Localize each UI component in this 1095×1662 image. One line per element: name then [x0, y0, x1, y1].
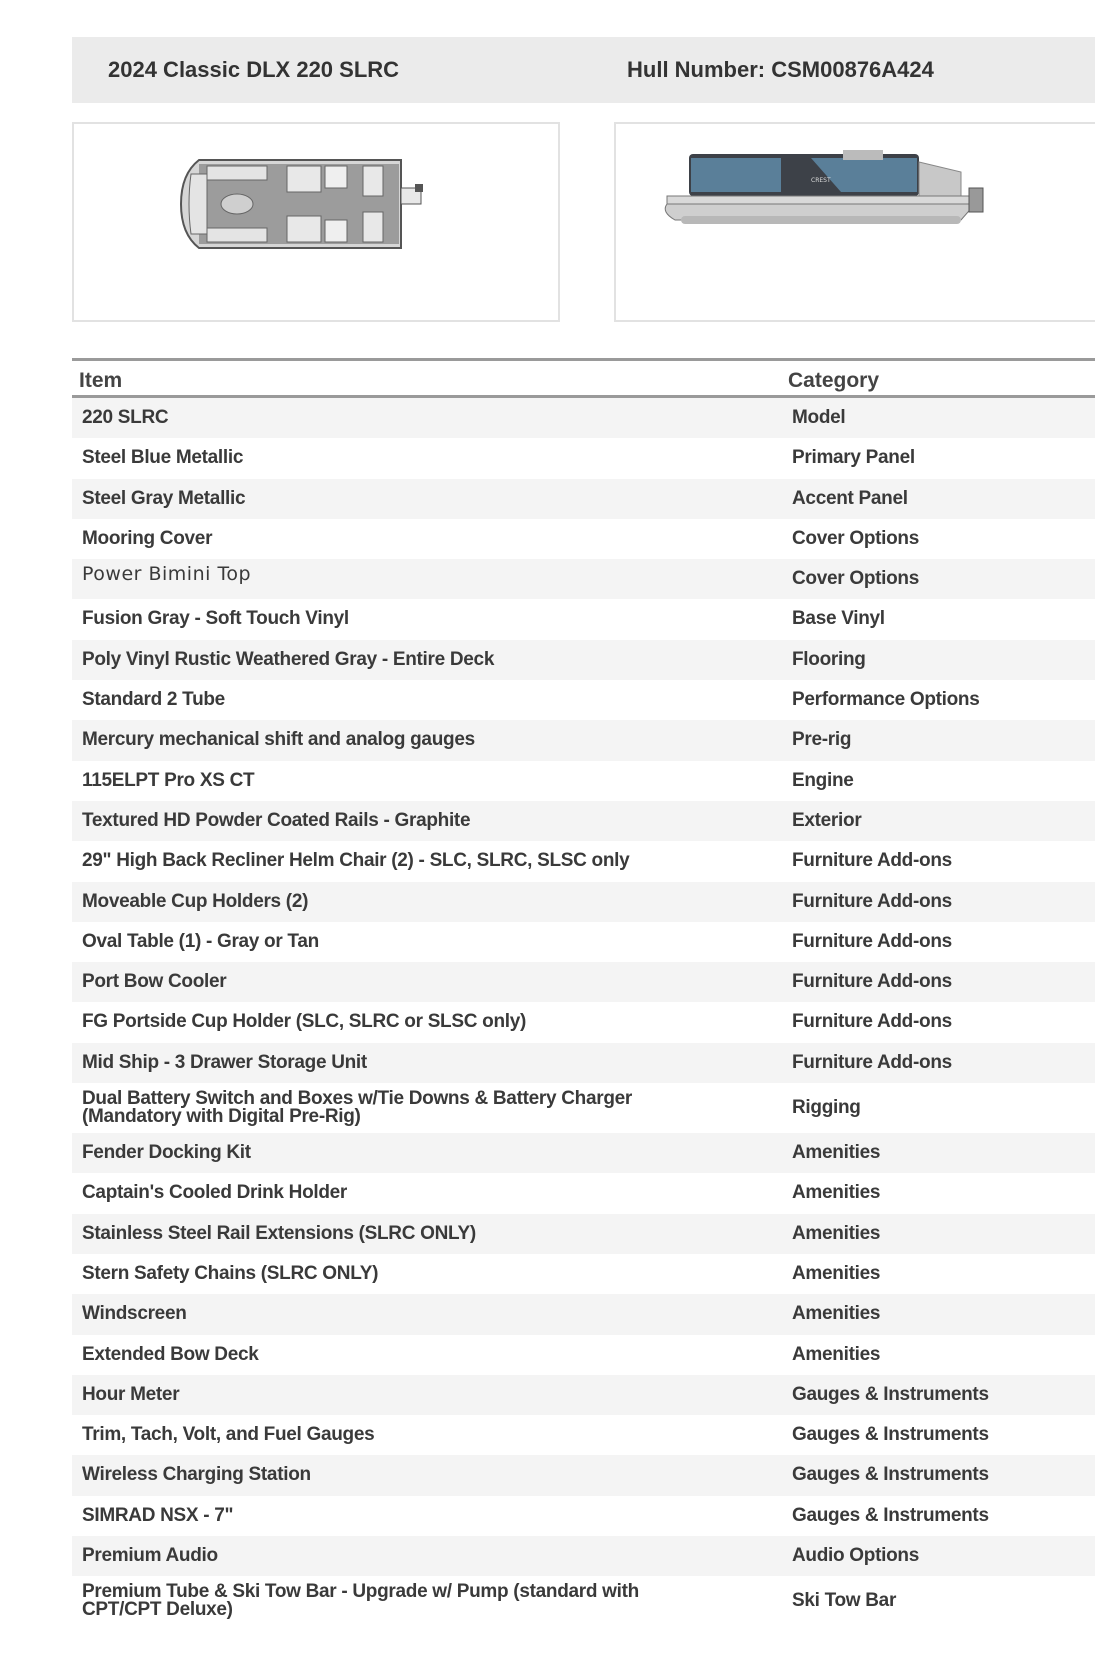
- category-cell: Primary Panel: [792, 447, 915, 469]
- table-row: [72, 1455, 1095, 1495]
- category-cell: Amenities: [792, 1222, 881, 1244]
- table-row: [72, 1043, 1095, 1083]
- table-row: [72, 438, 1095, 478]
- category-cell: Furniture Add-ons: [792, 971, 952, 993]
- category-cell: Engine: [792, 769, 854, 791]
- item-cell: FG Portside Cup Holder (SLC, SLRC or SLSC only): [82, 1011, 527, 1033]
- category-cell: Amenities: [792, 1343, 881, 1365]
- item-cell: Stern Safety Chains (SLRC ONLY): [82, 1262, 379, 1284]
- table-row: [72, 841, 1095, 881]
- boat-title: 2024 Classic DLX 220 SLRC: [108, 57, 400, 82]
- table-row: [72, 922, 1095, 962]
- category-cell: Rigging: [792, 1097, 861, 1119]
- item-cell: 115ELPT Pro XS CT: [82, 769, 255, 791]
- table-row: [72, 1083, 1095, 1133]
- table-row: [72, 761, 1095, 801]
- item-cell: 220 SLRC: [82, 407, 169, 428]
- item-cell: Textured HD Powder Coated Rails - Graphite: [82, 809, 471, 831]
- category-cell: Cover Options: [792, 568, 920, 590]
- table-row: [72, 1576, 1095, 1626]
- table-row: [72, 1133, 1095, 1173]
- table-row: [72, 559, 1095, 599]
- category-cell: Performance Options: [792, 689, 980, 711]
- item-cell: Mid Ship - 3 Drawer Storage Unit: [82, 1051, 367, 1073]
- item-cell: Steel Gray Metallic: [82, 487, 246, 509]
- header-bar: [72, 37, 1095, 103]
- table-row: [72, 1496, 1095, 1536]
- category-cell: Furniture Add-ons: [792, 850, 952, 872]
- category-cell: Gauges & Instruments: [792, 1383, 989, 1405]
- profile-badge: CREST: [811, 177, 831, 184]
- category-cell: Furniture Add-ons: [792, 1051, 952, 1073]
- item-cell: SIMRAD NSX - 7": [82, 1504, 234, 1526]
- category-cell: Furniture Add-ons: [792, 890, 952, 912]
- category-cell: Cover Options: [792, 527, 920, 549]
- item-cell: Fender Docking Kit: [82, 1142, 251, 1164]
- category-cell: Accent Panel: [792, 487, 908, 509]
- table-row: [72, 720, 1095, 760]
- table-row: [72, 1536, 1095, 1576]
- item-cell: Dual Battery Switch and Boxes w/Tie Downs & Battery Charger (Mandatory with Digital Pre-Rig): [82, 1088, 632, 1128]
- table-body: [72, 398, 1095, 1626]
- category-cell: Audio Options: [792, 1545, 919, 1567]
- item-cell: Captain's Cooled Drink Holder: [82, 1182, 348, 1204]
- table-row: [72, 801, 1095, 841]
- category-cell: Gauges & Instruments: [792, 1424, 989, 1446]
- table-row: [72, 398, 1095, 438]
- category-cell: Gauges & Instruments: [792, 1464, 989, 1486]
- hull-number: Hull Number: CSM00876A424: [627, 57, 934, 82]
- category-cell: Flooring: [792, 648, 866, 670]
- table-row: [72, 1335, 1095, 1375]
- item-column-header: Item: [79, 369, 123, 392]
- category-cell: Amenities: [792, 1303, 881, 1325]
- item-cell: Hour Meter: [82, 1383, 180, 1405]
- category-cell: Pre-rig: [792, 729, 852, 751]
- category-cell: Amenities: [792, 1182, 881, 1204]
- table-row: [72, 882, 1095, 922]
- table-row: [72, 1415, 1095, 1455]
- category-cell: Ski Tow Bar: [792, 1590, 897, 1612]
- options-table: [72, 358, 1095, 1626]
- category-cell: Model: [792, 407, 846, 428]
- item-cell: Wireless Charging Station: [82, 1464, 311, 1486]
- category-cell: Gauges & Instruments: [792, 1504, 989, 1526]
- category-cell: Furniture Add-ons: [792, 1011, 952, 1033]
- table-row: [72, 962, 1095, 1002]
- item-cell: Fusion Gray - Soft Touch Vinyl: [82, 608, 349, 630]
- boat-profile-icon: [661, 148, 1001, 238]
- category-cell: Furniture Add-ons: [792, 930, 952, 952]
- category-column-header: Category: [788, 369, 880, 392]
- item-cell: Standard 2 Tube: [82, 689, 225, 711]
- item-cell: Windscreen: [82, 1303, 187, 1325]
- table-row: [72, 599, 1095, 639]
- item-cell: 29" High Back Recliner Helm Chair (2) - SLC, SLRC, SLSC only: [82, 850, 630, 872]
- boat-floorplan-icon: [179, 154, 439, 254]
- category-cell: Amenities: [792, 1262, 881, 1284]
- table-row: [72, 640, 1095, 680]
- item-cell: Trim, Tach, Volt, and Fuel Gauges: [82, 1424, 375, 1446]
- table-row: [72, 1002, 1095, 1042]
- table-row: [72, 519, 1095, 559]
- item-cell: Power Bimini Top: [82, 563, 252, 586]
- item-cell: Premium Tube & Ski Tow Bar - Upgrade w/ Pump (standard with CPT/CPT Deluxe): [82, 1581, 639, 1621]
- floorplan-image-box: [72, 122, 560, 322]
- table-row: [72, 1173, 1095, 1213]
- category-cell: Amenities: [792, 1142, 881, 1164]
- item-cell: Mercury mechanical shift and analog gauges: [82, 729, 475, 751]
- item-cell: Port Bow Cooler: [82, 971, 227, 993]
- table-header: [72, 358, 1095, 398]
- table-row: [72, 1214, 1095, 1254]
- item-cell: Extended Bow Deck: [82, 1343, 259, 1365]
- table-row: [72, 479, 1095, 519]
- category-cell: Exterior: [792, 809, 862, 831]
- table-row: [72, 1254, 1095, 1294]
- item-cell: Premium Audio: [82, 1545, 218, 1567]
- category-cell: Base Vinyl: [792, 608, 885, 630]
- table-row: [72, 1294, 1095, 1334]
- profile-image-box: [614, 122, 1095, 322]
- table-row: [72, 1375, 1095, 1415]
- item-cell: Poly Vinyl Rustic Weathered Gray - Entire Deck: [82, 648, 495, 670]
- item-cell: Steel Blue Metallic: [82, 447, 244, 469]
- item-cell: Oval Table (1) - Gray or Tan: [82, 930, 319, 952]
- item-cell: Stainless Steel Rail Extensions (SLRC ONLY): [82, 1222, 476, 1244]
- item-cell: Mooring Cover: [82, 527, 213, 549]
- table-row: [72, 680, 1095, 720]
- item-cell: Moveable Cup Holders (2): [82, 890, 309, 912]
